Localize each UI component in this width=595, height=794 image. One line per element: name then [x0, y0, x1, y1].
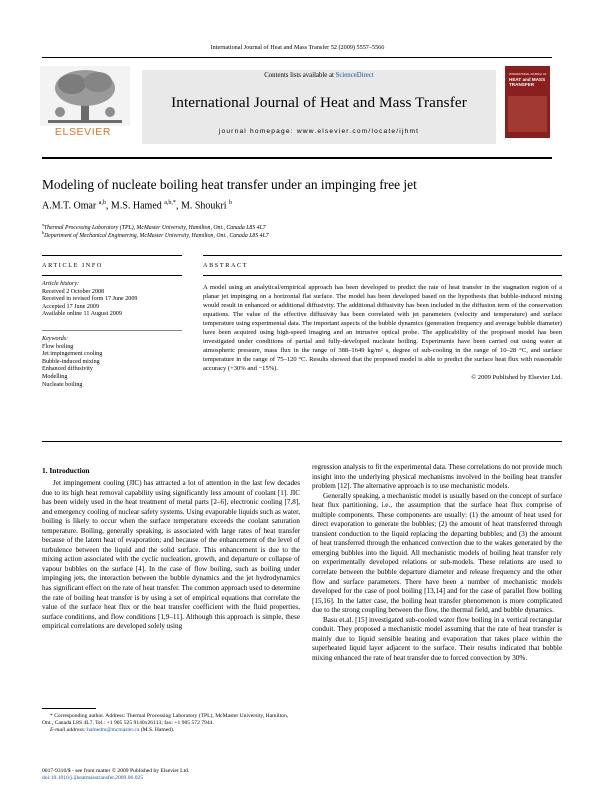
abstract-rule-bottom — [203, 275, 562, 276]
body-paragraph: Generally speaking, a mechanistic model is usually based on the concept of surface heat flux partitioning, i.e., the assumption that the surface heat flux comprise of multiple components. These components are usually: (1) the amount of heat used for direct evaporation to generate the bubbles; (2) the amount of heat transferred through transient conduction to the liquid replacing the departing bubbles; and (3) the amount of heat transferred through the enhanced convection due to the wakes generated by the emerging bubbles into the liquid. All mechanistic models of boiling heat transfer rely on experimentally developed relations or sub-models. These relations are used to correlate between the bubble departure diameter and release frequency and the other flow and surface parameters. There have been a number of mechanistic models developed for the case of pool boiling [13,14] and for the case of parallel flow boiling [15,16]. In the latter case, the boiling heat transfer phenomenon is more complicated due to the strong coupling between the flow, the thermal field, and bubble dynamics. — [312, 491, 562, 615]
keyword-item: Nucleate boiling — [42, 381, 83, 388]
footnote-rule — [42, 708, 96, 709]
contents-line — [142, 72, 496, 79]
abstract-rule — [203, 255, 562, 256]
keyword-item: Bubble-induced mixing — [42, 358, 100, 365]
tree-icon — [40, 66, 130, 126]
footnotes — [42, 713, 300, 735]
header-rule-top — [42, 57, 552, 58]
affiliation-sup: b — [42, 230, 45, 235]
journal-homepage-link[interactable]: journal homepage: www.elsevier.com/locate/ijhmt — [218, 128, 420, 135]
email-label: E-mail address: — [50, 727, 86, 734]
abstract-copyright: © 2009 Published by Elsevier Ltd. — [471, 374, 562, 382]
front-matter — [42, 768, 300, 782]
keyword-item: Jet impingement cooling — [42, 351, 103, 358]
affiliation-text: Department of Mechanical Engineering, McMaster University, Hamilton, Ont., Canada L8S 4L7 — [44, 232, 269, 239]
keywords-label: Keywords: — [42, 336, 69, 342]
author-name: A.M.T. Omar — [42, 200, 99, 212]
author-list — [42, 200, 232, 211]
abstract-body — [203, 283, 562, 383]
article-info-heading: ARTICLE INFO — [42, 262, 103, 269]
cover-graphic — [508, 96, 547, 132]
author-name: M.S. Hamed — [110, 200, 165, 212]
body-paragraph: Basu et.al. [15] investigated sub-cooled water flow boiling in a vertical rectangular conduit. They proposed a mechanistic model assuming that the rate of heat transfer is mainly due to liquid sensible heating and evaporation that takes place within the superheated liquid layer adjacent to the surface. Their results indicated that bubble mixing enhanced the rate of heat transfer due to forced convection by 30%. — [312, 615, 562, 662]
doi-link[interactable]: doi:10.1016/j.ijheatmasstransfer.2009.06.025 — [42, 775, 144, 782]
article-info-rule — [42, 255, 182, 256]
keyword-item: Flow boiling — [42, 343, 74, 350]
keyword-item: Modelling — [42, 373, 68, 380]
front-matter-line: 0017-9310/$ - see front matter © 2009 Published by Elsevier Ltd. — [42, 768, 190, 774]
abstract-heading: ABSTRACT — [203, 262, 249, 269]
running-head: International Journal of Heat and Mass Transfer 52 (2009) 5557–5566 — [210, 44, 385, 51]
cover-top-text: INTERNATIONAL JOURNAL OF — [509, 73, 547, 76]
publisher-logo-text: ELSEVIER — [54, 126, 112, 138]
cover-title: HEAT and MASS TRANSFER — [509, 76, 546, 88]
email-line — [42, 727, 300, 734]
header-rule-bottom — [42, 157, 552, 159]
history-item: Available online 11 August 2009 — [42, 311, 122, 318]
left-column — [42, 479, 300, 632]
author-name: M. Shoukri — [180, 200, 229, 212]
article-title: Modeling of nucleate boiling heat transfer under an impinging free jet — [42, 177, 417, 192]
affiliation-sup: a — [42, 222, 44, 227]
body-paragraph: Jet impingement cooling (JIC) has attracted a lot of attention in the last few decades due to its high heat removal capability using significantly less amount of coolant [1]. JIC has been widely used in the heat treatment of metal parts [2–6], electronic cooling [7,8], and emergency cooling of nuclear safety systems. Using evaporable liquids such as water, boiling is likely to occur when the surface temperature exceeds the coolant saturation temperature. Boiling, generally speaking, is associated with large rates of heat transfer because of the latent heat of evaporation; and because of the enhancement of the level of turbulence between the liquid and the solid surface. This enhancement is due to the mixing action associated with the cyclic nucleation, growth, and departure or collapse of vapour bubbles on the surface [4]. In the case of flow boiling, such as boiling under impinging jets, the interaction between the bubble dynamics and the jet hydrodynamics has significant effect on the rate of heat transfer. The common approach used to determine the rate of boiling heat transfer is by using a set of empirical equations that correlate the value of the surface heat flux or the heat transfer coefficient with the fluid properties, surface conditions, and flow conditions [1,9–11]. Although this approach is simple, these empirical correlations are developed solely using — [42, 479, 300, 631]
journal-title: International Journal of Heat and Mass Transfer — [171, 94, 467, 111]
email-suffix: (M.S. Hamed). — [139, 727, 175, 734]
article-info-rule-bottom — [42, 275, 182, 276]
history-item: Received 2 October 2008 — [42, 288, 105, 295]
history-item: Accepted 17 June 2009 — [42, 303, 100, 310]
author-affiliation-sup: b — [229, 200, 232, 206]
corresponding-author-note: * Corresponding author. Address: Thermal Processing Laboratory (TPL), McMaster University, Hamilton, Ont., Canada L8S 4L7. Tel.: +1 905 525 9140x26113; fax: +1 905 572 7944. — [42, 713, 289, 727]
author-separator: , — [105, 200, 111, 212]
section-title: 1. Introduction — [42, 466, 90, 475]
article-history — [42, 281, 182, 319]
author-separator: , — [175, 200, 181, 212]
sciencedirect-link[interactable]: ScienceDirect — [335, 72, 374, 79]
keyword-item: Enhanced diffusivity — [42, 366, 93, 373]
history-item: Received in revised form 17 June 2009 — [42, 296, 138, 303]
affiliation-b — [42, 229, 269, 240]
article-info-divider — [42, 330, 182, 331]
right-column — [312, 437, 562, 663]
journal-cover-image — [505, 66, 550, 138]
keywords-block — [42, 336, 182, 389]
history-label: Article history: — [42, 281, 80, 287]
body-paragraph: regression analysis to fit the experimental data. These correlations do not provide much insight into the underlying physical mechanisms involved in the boiling heat transfer problem [12]. The alternative approach is to use mechanistic models. — [312, 463, 562, 491]
author-affiliation-sup: a,b,* — [164, 200, 176, 206]
abstract-text: A model using an analytical/empirical approach has been developed to predict the rate of heat transfer in the stagnation region of a planar jet impinging on a horizontal flat surface. The model has been developed based on the hypothesis that bubble-induced mixing would result in enhanced or additional diffusivity. The additional diffusivity has been included in the diffusion term of the conservation equations. The value of the effective diffusivity has been correlated with jet parameters (velocity and temperature) and surface temperature using experimental data. The important aspects of the bubble dynamics (generation frequency and average bubble diameter) have been acquired using high-speed imaging and an intrusive optical probe. The applicability of the proposed model has been investigated under conditions of partial and fully-developed nucleate boiling. Experiments have been carried out using water at atmospheric pressure, mass flux in the range of 388–1649 kg/m² s, degree of sub-cooling in the range of 10–28 °C, and surface temperature in the range of 75–120 °C. Results showed that the proposed model is able to predict the surface heat flux with reasonable accuracy (+30% and −15%). — [203, 284, 562, 373]
affiliation-text: Thermal Processing Laboratory (TPL), McMaster University, Hamilton, Ont., Canada L8S 4L7 — [43, 224, 266, 231]
email-link[interactable]: hamedm@mcmaster.ca — [87, 727, 140, 734]
contents-prefix: Contents lists available at — [264, 72, 336, 79]
author-affiliation-sup: a,b — [98, 200, 106, 206]
